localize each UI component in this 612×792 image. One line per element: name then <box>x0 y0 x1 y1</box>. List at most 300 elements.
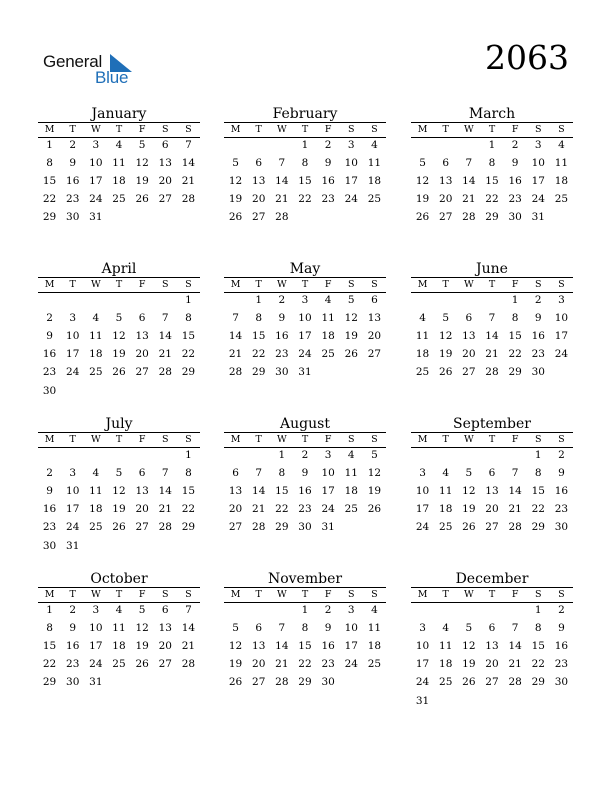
weekday-label: T <box>255 589 262 600</box>
weekday-label: F <box>138 279 146 290</box>
month-july <box>38 416 200 566</box>
weekday-header <box>411 122 573 138</box>
day-cell: 14 <box>275 175 289 188</box>
weekday-label: T <box>69 434 76 445</box>
day-cell: 29 <box>181 366 196 379</box>
day-cell: 30 <box>275 366 289 379</box>
day-cell: 15 <box>508 330 522 343</box>
day-cell: 10 <box>66 485 80 498</box>
day-cell: 14 <box>158 485 172 498</box>
weekday-label: T <box>488 124 496 135</box>
day-cell: 1 <box>301 604 309 616</box>
weekday-label: F <box>511 589 519 600</box>
day-cell: 13 <box>367 312 382 325</box>
day-cell: 21 <box>228 348 243 361</box>
day-cell: 21 <box>158 503 172 516</box>
day-cell: 3 <box>92 139 100 151</box>
day-cell: 5 <box>465 467 473 480</box>
weekday-label: T <box>301 279 309 290</box>
day-cell: 6 <box>161 604 169 616</box>
weekday-label: T <box>255 434 262 445</box>
month-january <box>38 106 200 256</box>
weekday-label: T <box>488 589 496 600</box>
day-cell: 5 <box>138 604 146 616</box>
weekday-label: F <box>511 124 519 135</box>
day-cell: 27 <box>485 676 499 689</box>
weekday-label: M <box>44 279 55 290</box>
weekday-label: F <box>324 434 332 445</box>
day-cell: 2 <box>301 449 309 461</box>
month-name: July <box>105 416 133 432</box>
day-cell: 11 <box>415 330 430 343</box>
day-cell: 30 <box>554 521 569 534</box>
day-cell: 25 <box>439 676 453 689</box>
weekday-label: S <box>535 279 542 290</box>
day-cell: 14 <box>181 157 196 170</box>
day-cell: 16 <box>508 175 522 188</box>
month-may <box>224 261 386 411</box>
day-cell: 20 <box>158 640 172 653</box>
day-cell: 26 <box>462 521 476 534</box>
weekday-header <box>224 122 386 138</box>
weekday-label: T <box>488 279 496 290</box>
weekday-label: F <box>138 124 146 135</box>
day-cell: 1 <box>255 294 263 306</box>
day-cell: 17 <box>554 330 569 343</box>
weekday-label: F <box>324 589 332 600</box>
weekday-label: W <box>90 434 101 445</box>
day-cell: 6 <box>488 467 496 480</box>
day-cell: 9 <box>46 330 53 343</box>
day-cell: 5 <box>419 157 426 170</box>
month-name: April <box>101 261 137 277</box>
day-cell: 6 <box>465 312 473 325</box>
day-cell: 17 <box>415 503 430 516</box>
day-cell: 21 <box>181 175 196 188</box>
day-cell: 19 <box>112 348 126 361</box>
day-cell: 21 <box>181 640 196 653</box>
weekday-label: T <box>255 279 262 290</box>
day-cell: 18 <box>439 658 453 671</box>
day-cell: 30 <box>66 211 80 224</box>
weekday-label: T <box>69 279 76 290</box>
weekday-label: S <box>535 124 542 135</box>
day-cell: 25 <box>321 348 335 361</box>
day-cell: 3 <box>419 467 426 480</box>
weekday-label: T <box>442 279 449 290</box>
logo-text-blue: Blue <box>95 68 129 87</box>
day-cell: 23 <box>42 366 57 379</box>
weekday-header <box>38 587 200 603</box>
weekday-label: M <box>44 434 55 445</box>
day-cell: 30 <box>508 211 522 224</box>
day-cell: 8 <box>185 467 192 480</box>
weekday-label: T <box>488 434 496 445</box>
day-cell: 22 <box>508 348 522 361</box>
day-cell: 24 <box>66 366 80 379</box>
day-cell: 24 <box>344 193 358 206</box>
weekday-label: F <box>324 124 332 135</box>
day-cell: 14 <box>275 640 289 653</box>
day-cell: 19 <box>367 485 382 498</box>
day-cell: 21 <box>508 503 522 516</box>
day-cell: 12 <box>135 622 149 635</box>
day-cell: 28 <box>462 211 476 224</box>
day-cell: 25 <box>367 658 382 671</box>
day-cell: 26 <box>462 676 476 689</box>
month-october <box>38 571 200 721</box>
day-cell: 19 <box>135 175 149 188</box>
day-cell: 13 <box>158 622 172 635</box>
day-cell: 16 <box>42 348 57 361</box>
day-cell: 13 <box>135 485 149 498</box>
month-june <box>411 261 573 411</box>
day-cell: 13 <box>252 175 266 188</box>
weekday-label: S <box>185 434 192 445</box>
day-cell: 22 <box>252 348 266 361</box>
day-cell: 9 <box>278 312 286 325</box>
day-cell: 24 <box>89 658 103 671</box>
weekday-label: F <box>511 434 519 445</box>
month-december <box>411 571 573 721</box>
day-cell: 25 <box>439 521 453 534</box>
weekday-label: T <box>301 124 309 135</box>
month-name: December <box>455 571 529 587</box>
weekday-label: T <box>442 124 449 135</box>
day-cell: 9 <box>69 622 77 635</box>
day-cell: 8 <box>534 467 542 480</box>
day-cell: 28 <box>485 366 499 379</box>
day-cell: 4 <box>347 449 355 461</box>
day-cell: 22 <box>181 503 196 516</box>
day-cell: 18 <box>112 175 126 188</box>
day-cell: 16 <box>42 503 57 516</box>
day-cell: 26 <box>135 193 149 206</box>
weekday-label: M <box>230 589 241 600</box>
day-cell: 14 <box>508 485 522 498</box>
day-cell: 28 <box>508 676 522 689</box>
month-february <box>224 106 386 256</box>
day-cell: 4 <box>92 312 100 325</box>
day-cell: 16 <box>66 175 80 188</box>
day-cell: 16 <box>66 640 80 653</box>
day-cell: 6 <box>371 294 378 306</box>
day-cell: 5 <box>232 157 239 170</box>
day-cell: 20 <box>158 175 172 188</box>
day-cell: 7 <box>511 467 519 480</box>
day-cell: 7 <box>185 604 192 616</box>
weekday-label: T <box>115 434 123 445</box>
day-cell: 13 <box>485 640 499 653</box>
day-cell: 9 <box>69 157 77 170</box>
month-september <box>411 416 573 566</box>
day-cell: 1 <box>46 139 53 151</box>
day-cell: 2 <box>558 449 565 461</box>
weekday-header <box>224 277 386 293</box>
day-cell: 11 <box>367 622 382 635</box>
day-cell: 7 <box>465 157 473 170</box>
day-cell: 13 <box>485 485 499 498</box>
day-cell: 21 <box>508 658 522 671</box>
day-cell: 10 <box>89 622 103 635</box>
day-cell: 1 <box>488 139 496 151</box>
day-cell: 22 <box>531 658 545 671</box>
day-cell: 17 <box>66 503 80 516</box>
day-cell: 30 <box>66 676 80 689</box>
day-cell: 31 <box>298 366 312 379</box>
weekday-label: T <box>442 434 449 445</box>
day-cell: 16 <box>531 330 545 343</box>
weekday-label: S <box>558 279 565 290</box>
day-cell: 12 <box>112 485 126 498</box>
weekday-label: S <box>185 589 192 600</box>
weekday-label: W <box>463 124 474 135</box>
day-cell: 4 <box>371 139 378 151</box>
day-cell: 5 <box>232 622 239 635</box>
day-cell: 30 <box>298 521 312 534</box>
day-cell: 2 <box>69 139 77 151</box>
month-name: October <box>90 571 148 587</box>
day-cell: 20 <box>485 658 499 671</box>
day-cell: 28 <box>275 676 289 689</box>
day-cell: 2 <box>324 604 332 616</box>
day-cell: 6 <box>442 157 450 170</box>
day-cell: 22 <box>42 658 57 671</box>
weekday-header <box>224 432 386 448</box>
day-cell: 4 <box>442 467 450 480</box>
day-cell: 24 <box>415 676 430 689</box>
day-cell: 15 <box>252 330 266 343</box>
day-cell: 4 <box>558 139 565 151</box>
day-cell: 9 <box>46 485 53 498</box>
weekday-label: W <box>90 279 101 290</box>
day-cell: 4 <box>115 139 123 151</box>
day-cell: 10 <box>89 157 103 170</box>
day-cell: 7 <box>161 467 169 480</box>
day-cell: 21 <box>462 193 476 206</box>
day-cell: 12 <box>462 485 476 498</box>
day-cell: 28 <box>508 521 522 534</box>
day-cell: 19 <box>228 193 243 206</box>
day-cell: 29 <box>42 211 57 224</box>
day-cell: 2 <box>511 139 519 151</box>
year-title: 2063 <box>485 38 569 77</box>
day-cell: 22 <box>298 658 312 671</box>
day-cell: 12 <box>462 640 476 653</box>
weekday-label: W <box>276 124 287 135</box>
day-cell: 16 <box>275 330 289 343</box>
weekday-label: S <box>348 434 355 445</box>
day-cell: 16 <box>554 640 569 653</box>
day-cell: 19 <box>112 503 126 516</box>
day-cell: 2 <box>278 294 286 306</box>
day-cell: 11 <box>439 640 453 653</box>
day-cell: 15 <box>42 640 57 653</box>
day-cell: 21 <box>275 193 289 206</box>
day-cell: 20 <box>439 193 453 206</box>
day-cell: 26 <box>415 211 430 224</box>
day-cell: 18 <box>415 348 430 361</box>
day-cell: 27 <box>135 366 149 379</box>
day-cell: 13 <box>439 175 453 188</box>
day-cell: 17 <box>89 175 103 188</box>
day-cell: 28 <box>158 366 172 379</box>
day-cell: 29 <box>275 521 289 534</box>
day-cell: 18 <box>367 175 382 188</box>
day-cell: 14 <box>181 622 196 635</box>
day-cell: 24 <box>66 521 80 534</box>
day-cell: 10 <box>344 622 358 635</box>
day-cell: 16 <box>321 175 335 188</box>
day-cell: 7 <box>255 467 263 480</box>
weekday-label: T <box>115 124 123 135</box>
day-cell: 8 <box>185 312 192 325</box>
weekday-label: S <box>185 279 192 290</box>
month-name: September <box>453 416 531 432</box>
weekday-label: W <box>90 589 101 600</box>
day-cell: 15 <box>42 175 57 188</box>
day-cell: 18 <box>344 485 358 498</box>
day-cell: 25 <box>89 521 103 534</box>
day-cell: 6 <box>255 157 263 170</box>
day-cell: 22 <box>531 503 545 516</box>
day-cell: 9 <box>511 157 519 170</box>
weekday-label: F <box>511 279 519 290</box>
day-cell: 6 <box>255 622 263 635</box>
day-cell: 23 <box>66 658 80 671</box>
day-cell: 7 <box>488 312 496 325</box>
month-name: May <box>289 261 321 277</box>
weekday-label: S <box>558 124 565 135</box>
day-cell: 26 <box>228 676 243 689</box>
day-cell: 5 <box>347 294 355 306</box>
day-cell: 4 <box>324 294 332 306</box>
day-cell: 13 <box>135 330 149 343</box>
day-cell: 3 <box>69 312 77 325</box>
day-cell: 27 <box>485 521 499 534</box>
day-cell: 23 <box>554 658 569 671</box>
day-cell: 19 <box>228 658 243 671</box>
day-cell: 15 <box>531 485 545 498</box>
day-cell: 17 <box>89 640 103 653</box>
day-cell: 8 <box>278 467 286 480</box>
weekday-label: T <box>255 124 262 135</box>
day-cell: 24 <box>321 503 335 516</box>
day-cell: 12 <box>135 157 149 170</box>
day-cell: 3 <box>301 294 309 306</box>
day-cell: 14 <box>508 640 522 653</box>
day-cell: 10 <box>321 467 335 480</box>
day-cell: 10 <box>344 157 358 170</box>
day-cell: 21 <box>275 658 289 671</box>
day-cell: 18 <box>112 640 126 653</box>
day-cell: 27 <box>367 348 382 361</box>
month-march <box>411 106 573 256</box>
weekday-header <box>38 432 200 448</box>
day-cell: 13 <box>252 640 266 653</box>
day-cell: 11 <box>112 157 126 170</box>
day-cell: 24 <box>554 348 569 361</box>
weekday-label: S <box>162 279 169 290</box>
day-cell: 15 <box>275 485 289 498</box>
day-cell: 19 <box>439 348 453 361</box>
day-cell: 9 <box>324 157 332 170</box>
day-cell: 24 <box>298 348 312 361</box>
day-cell: 2 <box>46 467 53 480</box>
day-cell: 23 <box>275 348 289 361</box>
weekday-header <box>38 122 200 138</box>
day-cell: 21 <box>485 348 499 361</box>
day-cell: 2 <box>534 294 542 306</box>
day-cell: 15 <box>181 330 196 343</box>
day-cell: 25 <box>344 503 358 516</box>
logo-text-general: General <box>43 52 103 71</box>
day-cell: 22 <box>275 503 289 516</box>
day-cell: 28 <box>228 366 243 379</box>
day-cell: 15 <box>531 640 545 653</box>
day-cell: 5 <box>371 449 378 461</box>
day-cell: 7 <box>185 139 192 151</box>
day-cell: 15 <box>181 485 196 498</box>
day-cell: 1 <box>511 294 519 306</box>
day-cell: 8 <box>488 157 496 170</box>
day-cell: 22 <box>485 193 499 206</box>
weekday-label: S <box>348 279 355 290</box>
day-cell: 28 <box>181 658 196 671</box>
day-cell: 19 <box>462 658 476 671</box>
day-cell: 3 <box>69 467 77 480</box>
day-cell: 29 <box>181 521 196 534</box>
day-cell: 3 <box>419 622 426 635</box>
day-cell: 31 <box>531 211 545 224</box>
day-cell: 5 <box>115 312 123 325</box>
month-name: January <box>91 106 147 122</box>
weekday-header <box>411 432 573 448</box>
day-cell: 7 <box>232 312 239 325</box>
day-cell: 24 <box>415 521 430 534</box>
day-cell: 29 <box>252 366 266 379</box>
day-cell: 27 <box>135 521 149 534</box>
day-cell: 14 <box>485 330 499 343</box>
day-cell: 29 <box>531 521 545 534</box>
day-cell: 18 <box>89 348 103 361</box>
day-cell: 9 <box>558 622 565 635</box>
day-cell: 12 <box>228 175 243 188</box>
weekday-label: S <box>162 124 169 135</box>
weekday-label: T <box>301 589 309 600</box>
logo <box>43 52 143 88</box>
day-cell: 20 <box>252 193 266 206</box>
day-cell: 5 <box>115 467 123 480</box>
weekday-label: S <box>535 434 542 445</box>
day-cell: 10 <box>298 312 312 325</box>
day-cell: 11 <box>112 622 126 635</box>
weekday-label: S <box>162 434 169 445</box>
day-cell: 19 <box>462 503 476 516</box>
day-cell: 17 <box>321 485 335 498</box>
day-cell: 3 <box>558 294 565 306</box>
day-cell: 31 <box>66 539 80 552</box>
day-cell: 17 <box>531 175 545 188</box>
day-cell: 29 <box>508 366 522 379</box>
day-cell: 31 <box>415 694 430 707</box>
day-cell: 26 <box>344 348 358 361</box>
weekday-label: S <box>371 589 378 600</box>
day-cell: 13 <box>462 330 476 343</box>
month-august <box>224 416 386 566</box>
day-cell: 16 <box>298 485 312 498</box>
day-cell: 26 <box>367 503 382 516</box>
